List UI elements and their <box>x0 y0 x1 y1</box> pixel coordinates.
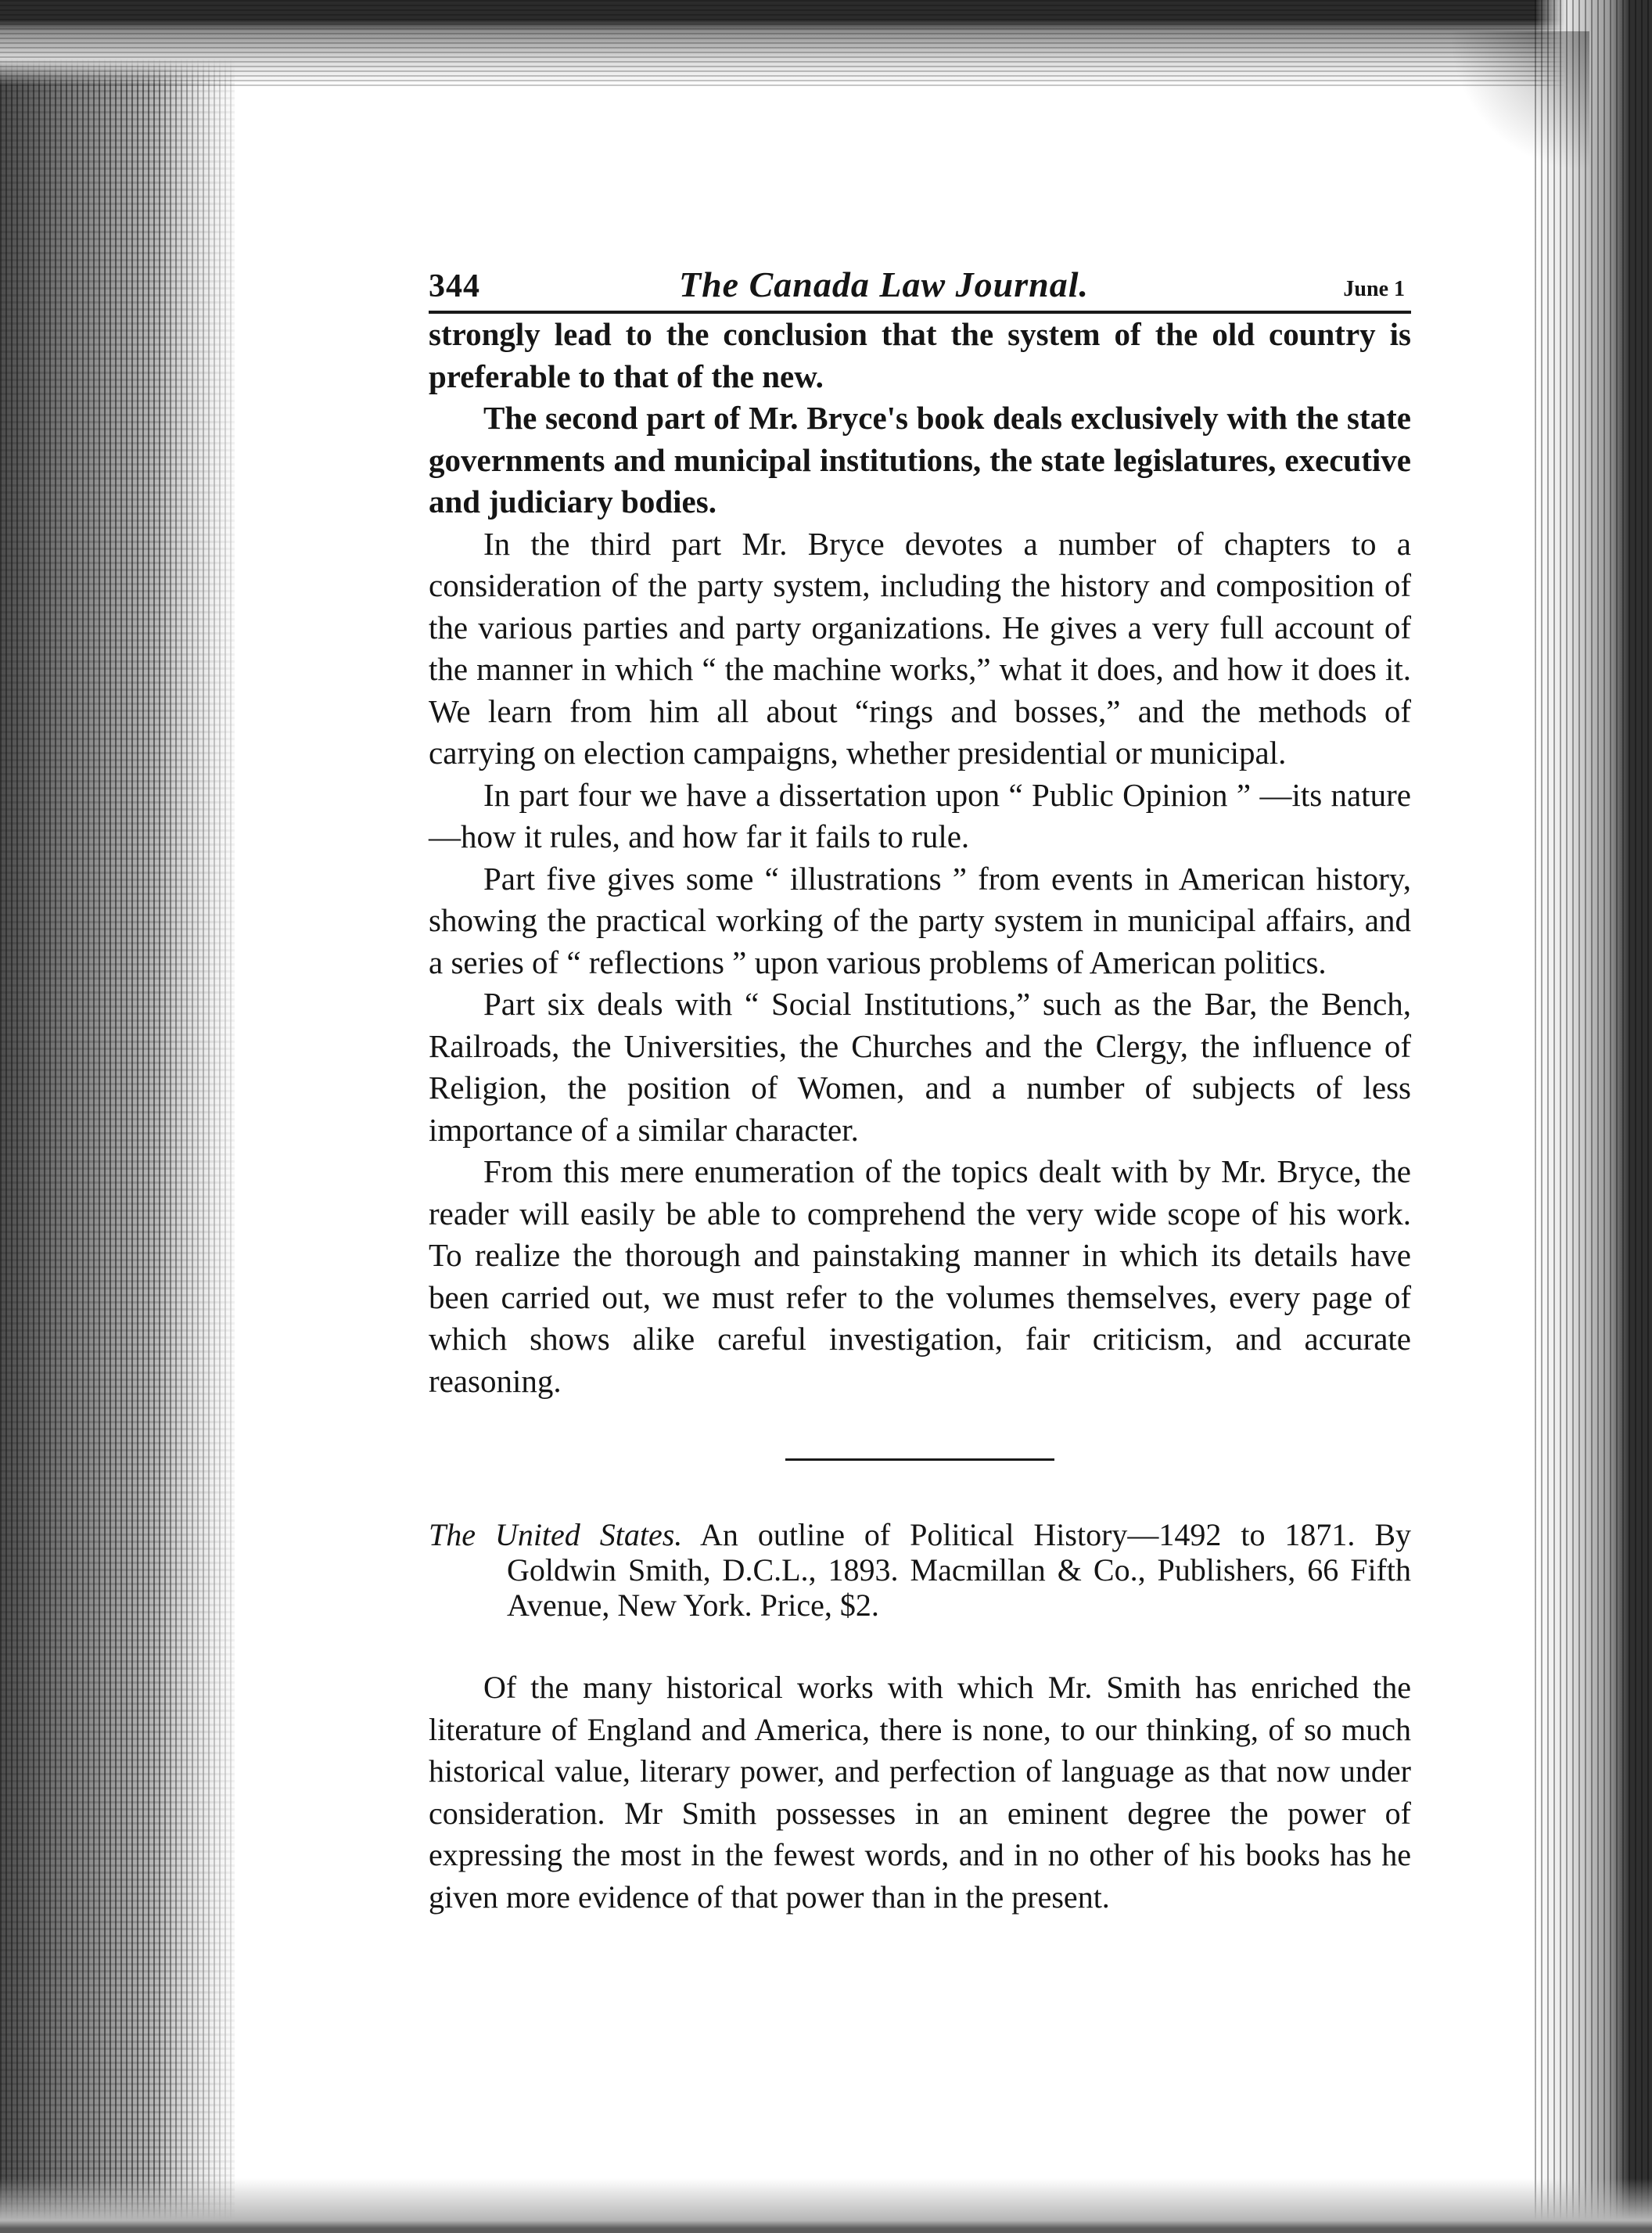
book-citation <box>429 1517 1411 1623</box>
citation-title: The United States. <box>429 1517 683 1552</box>
body-paragraph: Part five gives some “ illustrations ” from events in American history, showing the practical working of the party system in municipal affairs, and a series of “ reflections ” upon various problems of American politics. <box>429 860 1411 980</box>
scan-border-right <box>1535 0 1652 2233</box>
scan-border-left-fade <box>156 0 282 2233</box>
review-section <box>429 1667 1411 1918</box>
citation-details: An outline of Political History—1492 to 1871. By Goldwin Smith, D.C.L., 1893. Macmillan & Co., Publishers, 66 Fifth Avenue, New York. Price, $2. <box>507 1517 1411 1623</box>
review-paragraph: Of the many historical works with which Mr. Smith has enriched the literature of England and America, there is none, to our thinking, of so much historical value, literary power, and perfection of language as that now under consideration. Mr Smith possesses in an eminent degree the power of expressing the most in the fewest words, and in no other of his books has he given more evidence of that power than in the present. <box>429 1670 1411 1915</box>
body-paragraph: In the third part Mr. Bryce devotes a number of chapters to a consideration of the party system, including the history and composition of the various parties and party organizations. He gives a very full account of the manner in which “ the machine works,” what it does, and how it does it. We learn from him all about “rings and bosses,” and the methods of carrying on election campaigns, whether presidential or municipal. <box>429 525 1411 771</box>
body-paragraph: In part four we have a dissertation upon “ Public Opinion ” —its nature—how it rules, and how far it fails to rule. <box>429 776 1411 854</box>
journal-page <box>429 262 1411 1918</box>
scan-border-bottom <box>0 2178 1652 2233</box>
issue-date: June 1 <box>1343 277 1405 301</box>
body-paragraph: From this mere enumeration of the topics dealt with by Mr. Bryce, the reader will easily be able to comprehend the very wide scope of his work. To realize the thorough and painstaking manner in which its details have been carried out, we must refer to the volumes themselves, every page of which shows alike careful investigation, fair criticism, and accurate reasoning. <box>429 1153 1411 1399</box>
body-paragraph: The second part of Mr. Bryce's book deals exclusively with the state governments and municipal institutions, the state legislatures, executive and judiciary bodies. <box>429 400 1411 520</box>
scan-border-top <box>0 0 1652 86</box>
page-curl-shadow <box>1449 31 1589 172</box>
article-body <box>429 314 1411 1402</box>
journal-title: The Canada Law Journal. <box>679 264 1089 304</box>
body-paragraph: Part six deals with “ Social Institutions,” such as the Bar, the Bench, Railroads, the Universities, the Churches and the Clergy, the influence of Religion, the position of Women, and a number of subjects of less importance of a similar character. <box>429 986 1411 1148</box>
section-divider <box>785 1458 1054 1461</box>
page-number: 344 <box>429 268 480 304</box>
running-header <box>429 262 1411 314</box>
body-paragraph: strongly lead to the conclusion that the system of the old country is preferable to that of the new. <box>429 316 1411 394</box>
